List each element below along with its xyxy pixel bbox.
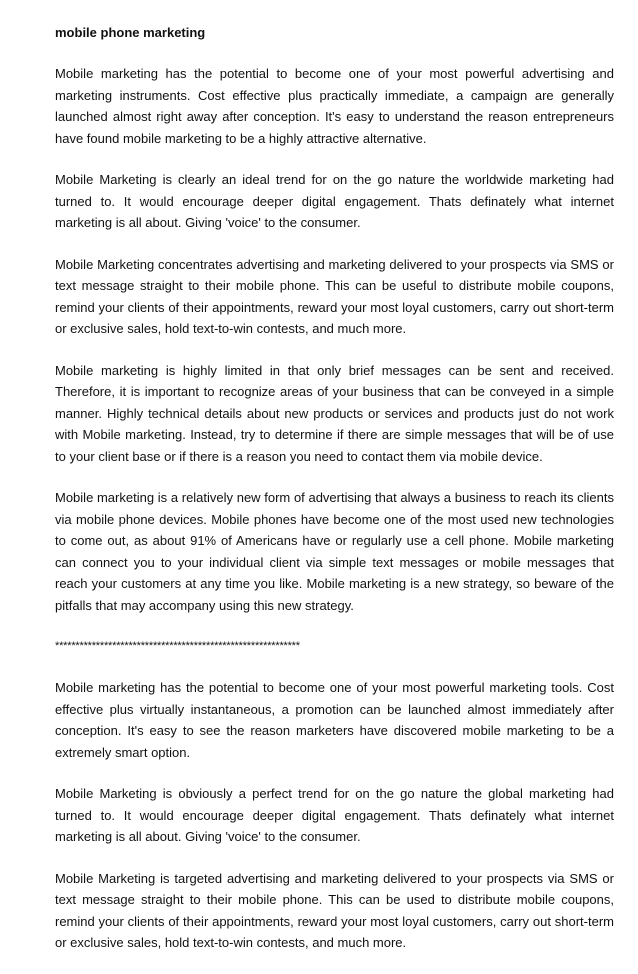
paragraph: Mobile marketing is a relatively new form of advertising that always a business to reach its clients via mobile phone devices. Mobile phones have become one of the most used new technologies to come out, as about 91% of Americans have or regularly use a cell phone. Mobile marketing can connect you to your individual client via simple text messages or mobile messages that reach your customers at any time you like. Mobile marketing is a new strategy, so beware of the pitfalls that may accompany using this new strategy. <box>55 490 614 613</box>
asterisk-divider: ************************************************************ <box>55 640 300 652</box>
paragraph: Mobile Marketing is clearly an ideal trend for on the go nature the worldwide marketing had turned to. It would encourage deeper digital engagement. Thats definately what internet marketing is all about. Giving 'voice' to the consumer. <box>55 172 614 230</box>
document-title: mobile phone marketing <box>55 25 206 40</box>
paragraph: Mobile Marketing is obviously a perfect trend for on the go nature the global marketing had turned to. It would encourage deeper digital engagement. Thats definately what internet marketing is all about. Giving 'voice' to the consumer. <box>55 786 614 844</box>
paragraph: Mobile Marketing is targeted advertising and marketing delivered to your prospects via SMS or text message straight to their mobile phone. This can be used to distribute mobile coupons, remind your clients of their appointments, reward your most loyal customers, carry out short-term or exclusive sales, hold text-to-win contests, and much more. <box>55 870 614 950</box>
paragraph: Mobile marketing is highly limited in that only brief messages can be sent and received. Therefore, it is important to recognize areas of your business that can be conveyed in a simple manner. Highly technical details about new products or services and products just do not work with Mobile marketing. Instead, try to determine if there are simple messages that will be of use to your client base or if there is a reason you need to contact them via mobile device. <box>55 362 614 464</box>
paragraph: Mobile marketing has the potential to become one of your most powerful advertising and marketing instruments. Cost effective plus practically immediate, a campaign are generally launched almost right away after conception. It's easy to understand the reason entrepreneurs have found mobile marketing to be a highly attractive alternative. <box>55 66 614 146</box>
paragraph: Mobile marketing has the potential to become one of your most powerful marketing tools. Cost effective plus virtually instantaneous, a promotion can be launched almost immediately after conception. It's easy to see the reason marketers have discovered mobile marketing to be a extremely smart option. <box>55 680 614 760</box>
document-page <box>55 22 614 974</box>
paragraph: Mobile Marketing concentrates advertising and marketing delivered to your prospects via SMS or text message straight to their mobile phone. This can be useful to distribute mobile coupons, remind your clients of their appointments, reward your most loyal customers, carry out short-term or exclusive sales, hold text-to-win contests, and much more. <box>55 256 614 336</box>
